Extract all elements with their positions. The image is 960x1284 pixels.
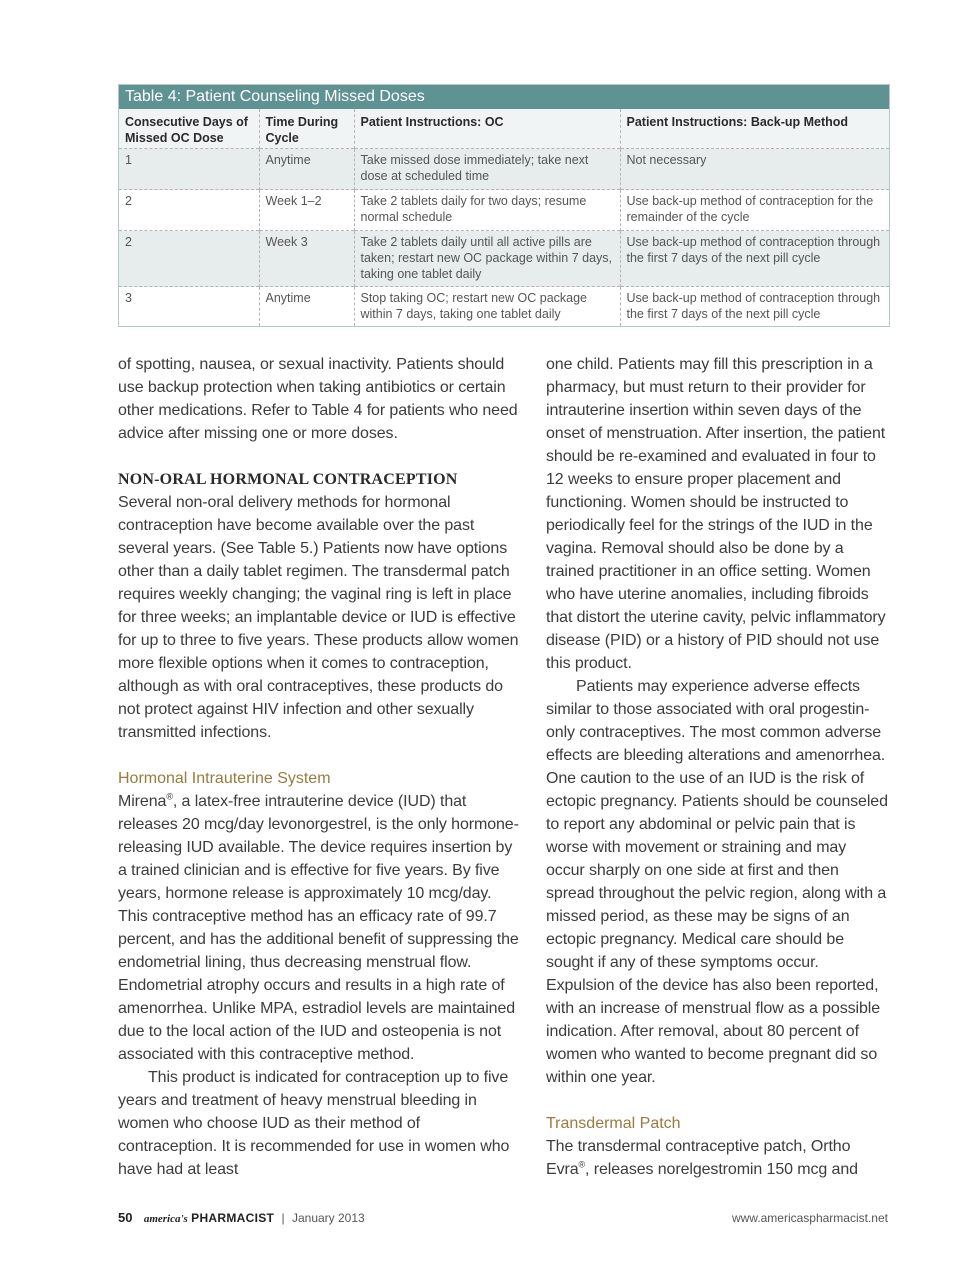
page-footer: [118, 1210, 888, 1226]
body-paragraph: [546, 1135, 888, 1181]
cell-time: Anytime: [259, 149, 354, 190]
table-title: Table 4: Patient Counseling Missed Doses: [119, 85, 889, 109]
body-paragraph: This product is indicated for contraception up to five years and treatment of heavy menstrual bleeding in women who choose IUD as their method of contraception. It is recommended for use in women who have had at least: [118, 1069, 510, 1178]
paragraph-text: , releases norelgestromin 150 mcg and: [585, 1161, 858, 1178]
cell-backup: Use back-up method of contraception through the first 7 days of the next pill cycle: [620, 287, 889, 327]
cell-days: 1: [119, 149, 259, 190]
cell-days: 3: [119, 287, 259, 327]
right-column: [546, 353, 888, 1181]
cell-backup: Use back-up method of contraception through the first 7 days of the next pill cycle: [620, 231, 889, 287]
body-paragraph: [118, 790, 522, 1066]
body-paragraph: Patients may experience adverse effects similar to those associated with oral progestin-only contraceptives. The most common adverse effects are bleeding alterations and amenorrhea. One caution to the use of an IUD is the risk of ectopic pregnancy. Patients should be counseled to report any abdominal or pelvic pain that is worse with movement or straining and may occur sharply on one side at first and then spread throughout the pelvic region, along with a missed period, as these may be signs of an ectopic pregnancy. Medical care should be sought if any of these symptoms occur. Expulsion of the device has also been reported, with an increase of menstrual flow as a possible indication. After removal, about 80 percent of women who wanted to become pregnant did so within one year.: [546, 678, 888, 1086]
paragraph-text: , a latex-free intrauterine device (IUD) that releases 20 mcg/day levonorgestrel, is the only hormone-releasing IUD available. The device requires insertion by a trained clinician and is effective for five years. By five years, hormone release is approximately 10 mcg/day. This contraceptive method has an efficacy rate of 99.7 percent, and has the additional benefit of suppressing the endometrial lining, thus decreasing menstrual flow. Endometrial atrophy occurs and results in a high rate of amenorrhea. Unlike MPA, estradiol levels are maintained due to the local action of the IUD and osteopenia is not associated with this contraceptive method.: [118, 793, 519, 1063]
cell-backup: Not necessary: [620, 149, 889, 190]
body-paragraph: Several non-oral delivery methods for hormonal contraception have become available over the past several years. (See Table 5.) Patients now have options other than a daily tablet regimen. The transdermal patch requires weekly changing; the vaginal ring is left in place for three weeks; an implantable device or IUD is effective for up to three to five years. These products allow women more flexible options when it comes to contraception, although as with oral contraceptives, these products do not protect against HIV infection and other sexually transmitted infections.: [118, 494, 519, 741]
header-consecutive-days: Consecutive Days of Missed OC Dose: [119, 109, 259, 149]
cell-oc: Take 2 tablets daily for two days; resume normal schedule: [354, 190, 620, 231]
website-url: www.americaspharmacist.net: [731, 1211, 888, 1225]
missed-doses-table: [118, 84, 890, 327]
cell-time: Anytime: [259, 287, 354, 327]
table-row: [119, 190, 889, 231]
paragraph-text: The transdermal contraceptive patch, Ortho Evra: [546, 1138, 851, 1178]
left-column: [118, 353, 522, 1181]
registered-mark: ®: [578, 1159, 586, 1170]
cell-oc: Take missed dose immediately; take next dose at scheduled time: [354, 149, 620, 190]
issue-date: January 2013: [291, 1211, 365, 1225]
header-time-during-cycle: Time During Cycle: [259, 109, 354, 149]
body-paragraph: of spotting, nausea, or sexual inactivity. Patients should use backup protection when taking antibiotics or certain other medications. Refer to Table 4 for patients who need advice after missing one or more doses.: [118, 356, 518, 442]
cell-backup: Use back-up method of contraception for the remainder of the cycle: [620, 190, 889, 231]
magazine-logo-small: america's: [143, 1213, 188, 1225]
cell-days: 2: [119, 231, 259, 287]
cell-time: Week 1–2: [259, 190, 354, 231]
table-row: [119, 287, 889, 327]
brand-name-mirena: Mirena: [118, 793, 167, 810]
section-heading-non-oral: NON-ORAL HORMONAL CONTRACEPTION: [118, 471, 458, 488]
table-grid: [119, 109, 889, 326]
subheading-hormonal-iud: Hormonal Intrauterine System: [118, 770, 331, 787]
footer-separator: |: [281, 1211, 285, 1225]
magazine-logo-big: PHARMACIST: [191, 1211, 275, 1225]
header-instructions-oc: Patient Instructions: OC: [354, 109, 620, 149]
cell-days: 2: [119, 190, 259, 231]
cell-oc: Stop taking OC; restart new OC package within 7 days, taking one tablet daily: [354, 287, 620, 327]
table-row: [119, 149, 889, 190]
body-paragraph: one child. Patients may fill this prescription in a pharmacy, but must return to their provider for intrauterine insertion within seven days of the onset of menstruation. After insertion, the patient should be re-examined and evaluated in four to 12 weeks to ensure proper placement and functioning. Women should be instructed to periodically feel for the strings of the IUD in the vagina. Removal should also be done by a trained practitioner in an office setting. Women who have uterine anomalies, including fibroids that distort the uterine cavity, pelvic inflammatory disease (PID) or a history of PID should not use this product.: [546, 356, 886, 672]
page-number: 50: [118, 1210, 133, 1225]
registered-mark: ®: [166, 791, 173, 802]
cell-time: Week 3: [259, 231, 354, 287]
subheading-transdermal-patch: Transdermal Patch: [546, 1115, 681, 1132]
table-header-row: [119, 109, 889, 149]
table-row: [119, 231, 889, 287]
header-instructions-backup: Patient Instructions: Back-up Method: [620, 109, 889, 149]
cell-oc: Take 2 tablets daily until all active pills are taken; restart new OC package within 7 days, taking one tablet daily: [354, 231, 620, 287]
